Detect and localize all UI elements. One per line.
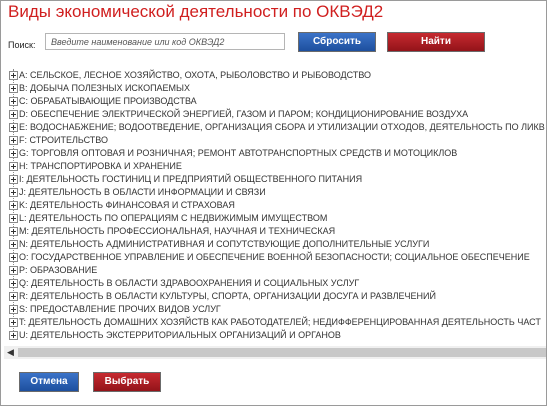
- expand-plus-icon[interactable]: [9, 149, 18, 158]
- tree-item-label: R: ДЕЯТЕЛЬНОСТЬ В ОБЛАСТИ КУЛЬТУРЫ, СПОРТА, ОРГАНИЗАЦИИ ДОСУГА И РАЗВЛЕЧЕНИЙ: [19, 291, 436, 301]
- tree-item-label: K: ДЕЯТЕЛЬНОСТЬ ФИНАНСОВАЯ И СТРАХОВАЯ: [19, 200, 235, 210]
- search-input[interactable]: [45, 33, 285, 50]
- tree-item-label: F: СТРОИТЕЛЬСТВО: [19, 135, 108, 145]
- expand-plus-icon[interactable]: [9, 201, 18, 210]
- tree-item-label: U: ДЕЯТЕЛЬНОСТЬ ЭКСТЕРРИТОРИАЛЬНЫХ ОРГАНИЗАЦИЙ И ОРГАНОВ: [19, 330, 341, 340]
- choose-button[interactable]: Выбрать: [93, 372, 161, 392]
- tree-item-label: T: ДЕЯТЕЛЬНОСТЬ ДОМАШНИХ ХОЗЯЙСТВ КАК РАБОТОДАТЕЛЕЙ; НЕДИФФЕРЕНЦИРОВАННАЯ ДЕЯТЕЛЬНОСТЬ ЧАСТ: [19, 317, 541, 327]
- expand-plus-icon[interactable]: [9, 305, 18, 314]
- expand-plus-icon[interactable]: [9, 175, 18, 184]
- tree-item-label: I: ДЕЯТЕЛЬНОСТЬ ГОСТИНИЦ И ПРЕДПРИЯТИЙ ОБЩЕСТВЕННОГО ПИТАНИЯ: [19, 174, 363, 184]
- expand-plus-icon[interactable]: [9, 97, 18, 106]
- tree-item-label: E: ВОДОСНАБЖЕНИЕ; ВОДООТВЕДЕНИЕ, ОРГАНИЗАЦИЯ СБОРА И УТИЛИЗАЦИИ ОТХОДОВ, ДЕЯТЕЛЬНОСТЬ ПО ЛИКВ: [19, 122, 545, 132]
- tree-item-label: H: ТРАНСПОРТИРОВКА И ХРАНЕНИЕ: [19, 161, 182, 171]
- tree-item-label: O: ГОСУДАРСТВЕННОЕ УПРАВЛЕНИЕ И ОБЕСПЕЧЕНИЕ ВОЕННОЙ БЕЗОПАСНОСТИ; СОЦИАЛЬНОЕ ОБЕСПЕЧЕНИЕ: [19, 252, 530, 262]
- find-button[interactable]: Найти: [387, 32, 485, 52]
- tree-item-label: N: ДЕЯТЕЛЬНОСТЬ АДМИНИСТРАТИВНАЯ И СОПУТСТВУЮЩИЕ ДОПОЛНИТЕЛЬНЫЕ УСЛУГИ: [19, 239, 430, 249]
- tree-item-label: B: ДОБЫЧА ПОЛЕЗНЫХ ИСКОПАЕМЫХ: [19, 83, 191, 93]
- expand-plus-icon[interactable]: [9, 188, 18, 197]
- tree-item-label: M: ДЕЯТЕЛЬНОСТЬ ПРОФЕССИОНАЛЬНАЯ, НАУЧНАЯ И ТЕХНИЧЕСКАЯ: [19, 226, 336, 236]
- expand-plus-icon[interactable]: [9, 71, 18, 80]
- tree-item-label: D: ОБЕСПЕЧЕНИЕ ЭЛЕКТРИЧЕСКОЙ ЭНЕРГИЕЙ, ГАЗОМ И ПАРОМ; КОНДИЦИОНИРОВАНИЕ ВОЗДУХА: [19, 109, 469, 119]
- tree-item-label: G: ТОРГОВЛЯ ОПТОВАЯ И РОЗНИЧНАЯ; РЕМОНТ АВТОТРАНСПОРТНЫХ СРЕДСТВ И МОТОЦИКЛОВ: [19, 148, 458, 158]
- expand-plus-icon[interactable]: [9, 318, 18, 327]
- scrollbar-thumb[interactable]: [18, 348, 546, 357]
- tree-item-label: J: ДЕЯТЕЛЬНОСТЬ В ОБЛАСТИ ИНФОРМАЦИИ И СВЯЗИ: [19, 187, 266, 197]
- expand-plus-icon[interactable]: [9, 331, 18, 340]
- expand-plus-icon[interactable]: [9, 123, 18, 132]
- expand-plus-icon[interactable]: [9, 136, 18, 145]
- expand-plus-icon[interactable]: [9, 227, 18, 236]
- tree-item-label: P: ОБРАЗОВАНИЕ: [19, 265, 98, 275]
- dialog-title: Виды экономической деятельности по ОКВЭД2: [8, 2, 384, 21]
- expand-plus-icon[interactable]: [9, 214, 18, 223]
- tree-item-label: L: ДЕЯТЕЛЬНОСТЬ ПО ОПЕРАЦИЯМ С НЕДВИЖИМЫМ ИМУЩЕСТВОМ: [19, 213, 328, 223]
- search-label: Поиск:: [8, 40, 36, 50]
- expand-plus-icon[interactable]: [9, 279, 18, 288]
- cancel-button[interactable]: Отмена: [19, 372, 79, 392]
- expand-plus-icon[interactable]: [9, 253, 18, 262]
- tree-item-label: C: ОБРАБАТЫВАЮЩИЕ ПРОИЗВОДСТВА: [19, 96, 197, 106]
- expand-plus-icon[interactable]: [9, 292, 18, 301]
- expand-plus-icon[interactable]: [9, 266, 18, 275]
- horizontal-scrollbar[interactable]: [4, 346, 546, 359]
- tree-item-label: Q: ДЕЯТЕЛЬНОСТЬ В ОБЛАСТИ ЗДРАВООХРАНЕНИЯ И СОЦИАЛЬНЫХ УСЛУГ: [19, 278, 360, 288]
- expand-plus-icon[interactable]: [9, 162, 18, 171]
- tree-item-label: S: ПРЕДОСТАВЛЕНИЕ ПРОЧИХ ВИДОВ УСЛУГ: [19, 304, 221, 314]
- chevron-left-icon[interactable]: ◀: [7, 347, 14, 357]
- okved-tree: [4, 69, 546, 345]
- expand-plus-icon[interactable]: [9, 110, 18, 119]
- reset-button[interactable]: Сбросить: [298, 32, 376, 52]
- expand-plus-icon[interactable]: [9, 240, 18, 249]
- expand-plus-icon[interactable]: [9, 84, 18, 93]
- tree-item-label: A: СЕЛЬСКОЕ, ЛЕСНОЕ ХОЗЯЙСТВО, ОХОТА, РЫБОЛОВСТВО И РЫБОВОДСТВО: [19, 70, 372, 80]
